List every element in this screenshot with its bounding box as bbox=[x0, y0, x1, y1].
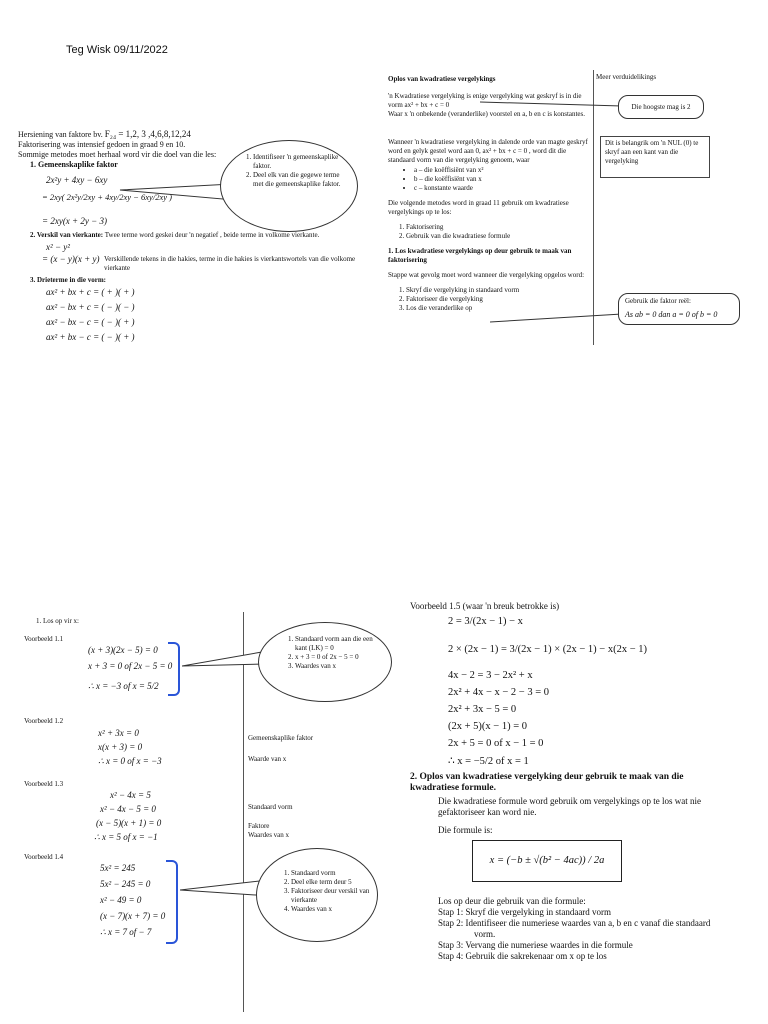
bubble-item: 1. Standaard vorm aan die een kant (LK) = 0 bbox=[295, 635, 385, 653]
revision-text: Hersiening van faktore bv. bbox=[18, 130, 103, 139]
method-1-title: 1. Gemeenskaplike faktor bbox=[30, 160, 118, 169]
method-2-note: Verskillende tekens in die hakies, terme in die hakies is vierkantswortels van die volkome vierkante bbox=[104, 255, 356, 272]
formula-intro: Die kwadratiese formule word gebruik om vergelykings op te los wat nie gefaktoriseer kan word nie. bbox=[438, 796, 702, 817]
example-5-line: 2 × (2x − 1) = 3/(2x − 1) × (2x − 1) − x(2x − 1) bbox=[448, 644, 648, 655]
trinomial-row: ax² + bx − c = ( − )( + ) bbox=[46, 332, 135, 342]
example-3-note: Waardes van x bbox=[248, 831, 290, 839]
method-2-desc: Twee terme word geskei deur 'n negatief , beide terme in volkome vierkante. bbox=[103, 231, 320, 239]
quadratic-formula: x = (−b ± √(b² − 4ac)) / 2a bbox=[489, 855, 605, 866]
trinomial-row: ax² − bx + c = ( − )( − ) bbox=[46, 302, 135, 312]
bubble-item: 3. Waardes van x bbox=[295, 662, 385, 671]
example-2-note: Gemeenskaplike faktor bbox=[248, 734, 314, 742]
bubble-item: 1. Standaard vorm bbox=[291, 869, 371, 878]
method-3-title: 3. Drieterme in die vorm: bbox=[30, 276, 106, 284]
example-4-line: 5x² − 245 = 0 bbox=[100, 879, 151, 889]
heading-quadratic-formula: 2. Oplos van kwadratiese vergelyking deur gebruik te maak van die kwadratiese formule. bbox=[410, 772, 684, 793]
callout-factor-rule bbox=[618, 293, 740, 325]
formula-steps bbox=[438, 896, 728, 962]
formula-step: Stap 4: Gebruik die sakrekenaar om x op te los bbox=[438, 951, 607, 961]
example-2-note: Waarde van x bbox=[248, 755, 287, 763]
example-1-line: x + 3 = 0 of 2x − 5 = 0 bbox=[88, 661, 173, 671]
steps-intro: Stappe wat gevolg moet word wanneer die vergelyking opgelos word: bbox=[388, 271, 585, 279]
example-5-line: 2x² + 4x − x − 2 − 3 = 0 bbox=[448, 687, 550, 698]
formula-step: Stap 2: Identifiseer die numeriese waardes van a, b en c vanaf die standaard vorm. bbox=[438, 918, 711, 939]
example-3-label: Voorbeeld 1.3 bbox=[24, 780, 64, 788]
example-3-line: x² − 4x = 5 bbox=[110, 790, 151, 800]
step-item: 2. Faktoriseer die vergelyking bbox=[406, 295, 588, 304]
heading-factorise: 1. Los kwadratiese vergelykings op deur gebruik te maak van faktorisering bbox=[388, 247, 572, 264]
revision-factors: F₂₄ = 1,2, 3 ,4,6,8,12,24 bbox=[104, 129, 191, 139]
example-1-label: Voorbeeld 1.1 bbox=[24, 635, 64, 643]
example-5-line: 2x + 5 = 0 of x − 1 = 0 bbox=[448, 738, 544, 749]
example-4-line: 5x² = 245 bbox=[100, 863, 136, 873]
example-4-line: (x − 7)(x + 7) = 0 bbox=[100, 911, 166, 921]
example-5-line: ∴ x = −5/2 of x = 1 bbox=[448, 756, 529, 767]
example-4-line: ∴ x = 7 of − 7 bbox=[100, 927, 152, 937]
method-1-line-3: = 2xy(x + 2y − 3) bbox=[42, 216, 107, 226]
speech-bubble-factor bbox=[220, 140, 358, 232]
method-2-line-1: x² − y² bbox=[46, 242, 70, 252]
formula-step: Stap 3: Vervang die numeriese waardes in die formule bbox=[438, 940, 633, 950]
example-5-label: Voorbeeld 1.5 (waar 'n breuk betrokke is) bbox=[410, 601, 560, 611]
speech-bubble-example-1 bbox=[258, 622, 392, 702]
example-3-line: ∴ x = 5 of x = −1 bbox=[94, 832, 158, 842]
example-4-line: x² − 49 = 0 bbox=[100, 895, 142, 905]
example-2-label: Voorbeeld 1.2 bbox=[24, 717, 64, 725]
method-2-line-2: = (x − y)(x + y) bbox=[42, 254, 100, 264]
section-title: Oplos van kwadratiese vergelykings bbox=[388, 75, 496, 83]
page-title: Teg Wisk 09/11/2022 bbox=[66, 44, 168, 56]
bubble-item: 2. Deel elk van die gegewe terme met die gemeenskaplike faktor. bbox=[253, 171, 349, 189]
side-title: Meer verduidelikings bbox=[596, 73, 657, 81]
formula-box bbox=[472, 840, 622, 882]
example-3-note: Standaard vorm bbox=[248, 803, 293, 811]
method-2-title: 2. Verskil van vierkante: bbox=[30, 231, 104, 239]
callout-zero: Dit is belangrik om 'n NUL (0) te skryf aan een kant van die vergelyking bbox=[600, 136, 710, 178]
definition-p1: 'n Kwadratiese vergelyking is enige vergelyking wat geskryf is in die vorm ax² + bx + c = 0 bbox=[388, 92, 582, 109]
solve-intro: 1. Los op vir x: bbox=[36, 617, 79, 625]
standard-form-text bbox=[388, 138, 588, 313]
blue-bracket bbox=[166, 860, 178, 944]
trinomial-row: ax² + bx + c = ( + )( + ) bbox=[46, 287, 135, 297]
example-5-line: (2x + 5)(x − 1) = 0 bbox=[448, 721, 528, 732]
step-item: 1. Skryf die vergelyking in standaard vorm bbox=[406, 286, 588, 295]
example-4-label: Voorbeeld 1.4 bbox=[24, 853, 64, 861]
bubble-item: 1. Identifiseer 'n gemeenskaplike faktor. bbox=[253, 153, 349, 171]
callout-pointer bbox=[480, 96, 630, 116]
bubble-item: 2. x + 3 = 0 of 2x − 5 = 0 bbox=[295, 653, 385, 662]
callout-rule-text: As ab = 0 dan a = 0 of b = 0 bbox=[625, 310, 718, 319]
example-5-line: 2 = 3/(2x − 1) − x bbox=[448, 616, 523, 627]
example-1-line: (x + 3)(2x − 5) = 0 bbox=[88, 645, 158, 655]
revision-line-3: Sommige metodes moet herhaal word vir die doel van die les: bbox=[18, 150, 217, 159]
example-5-line: 2x² + 3x − 5 = 0 bbox=[448, 704, 517, 715]
callout-pointer bbox=[490, 300, 630, 330]
step-item: 3. Los die veranderlike op bbox=[406, 304, 588, 313]
bubble-item: 4. Waardes van x bbox=[291, 905, 371, 914]
formula-step: Stap 1: Skryf die vergelyking in standaard vorm bbox=[438, 907, 612, 917]
example-2-line: x(x + 3) = 0 bbox=[98, 742, 143, 752]
revision-line-2: Faktorisering was intensief gedoen in graad 9 en 10. bbox=[18, 140, 186, 149]
formula-label: Die formule is: bbox=[438, 825, 493, 835]
bubble-item: 3. Faktoriseer deur verskil van vierkante bbox=[291, 887, 371, 905]
method-1-line-2: = 2xy( 2x²y/2xy + 4xy/2xy − 6xy/2xy ) bbox=[42, 192, 172, 202]
method-item: 2. Gebruik van die kwadratiese formule bbox=[406, 232, 588, 241]
coefficient-bullet: • c – konstante waarde bbox=[414, 184, 588, 193]
bubble-item: 2. Deel elke term deur 5 bbox=[291, 878, 371, 887]
speech-bubble-example-4 bbox=[256, 848, 378, 942]
coefficient-bullet: • a – die koëffisiënt van x² bbox=[414, 166, 588, 175]
formula-steps-intro: Los op deur die gebruik van die formule: bbox=[438, 896, 586, 906]
standard-form-p2: Wanneer 'n kwadratiese vergelyking in dalende orde van magte geskryf word en gelyk gestel word aan 0, ax² + bx + c = 0 , word dit die standaard vorm van die vergelyking genoem, waar bbox=[388, 138, 588, 164]
callout-rule-title: Gebruik die faktor reël: bbox=[625, 297, 691, 305]
coefficient-bullet: • b – die koëffisiënt van x bbox=[414, 175, 588, 184]
method-1-line-1: 2x²y + 4xy − 6xy bbox=[46, 175, 108, 185]
blue-bracket bbox=[168, 642, 180, 696]
example-1-line: ∴ x = −3 of x = 5/2 bbox=[88, 681, 159, 691]
example-3-note: Faktore bbox=[248, 822, 270, 830]
method-item: 1. Faktorisering bbox=[406, 223, 588, 232]
definition-p1b: Waar x 'n onbekende (veranderlike) voorstel en a, b en c is konstantes. bbox=[388, 110, 586, 118]
example-2-line: x² + 3x = 0 bbox=[98, 728, 139, 738]
trinomial-row: ax² − bx − c = ( − )( + ) bbox=[46, 317, 135, 327]
callout-degree: Die hoogste mag is 2 bbox=[618, 95, 704, 119]
example-2-line: ∴ x = 0 of x = −3 bbox=[98, 756, 162, 766]
example-3-line: x² − 4x − 5 = 0 bbox=[100, 804, 156, 814]
example-5-line: 4x − 2 = 3 − 2x² + x bbox=[448, 670, 533, 681]
methods-intro: Die volgende metodes word in graad 11 gebruik om kwadratiese vergelykings op te los: bbox=[388, 199, 569, 216]
example-3-line: (x − 5)(x + 1) = 0 bbox=[96, 818, 162, 828]
